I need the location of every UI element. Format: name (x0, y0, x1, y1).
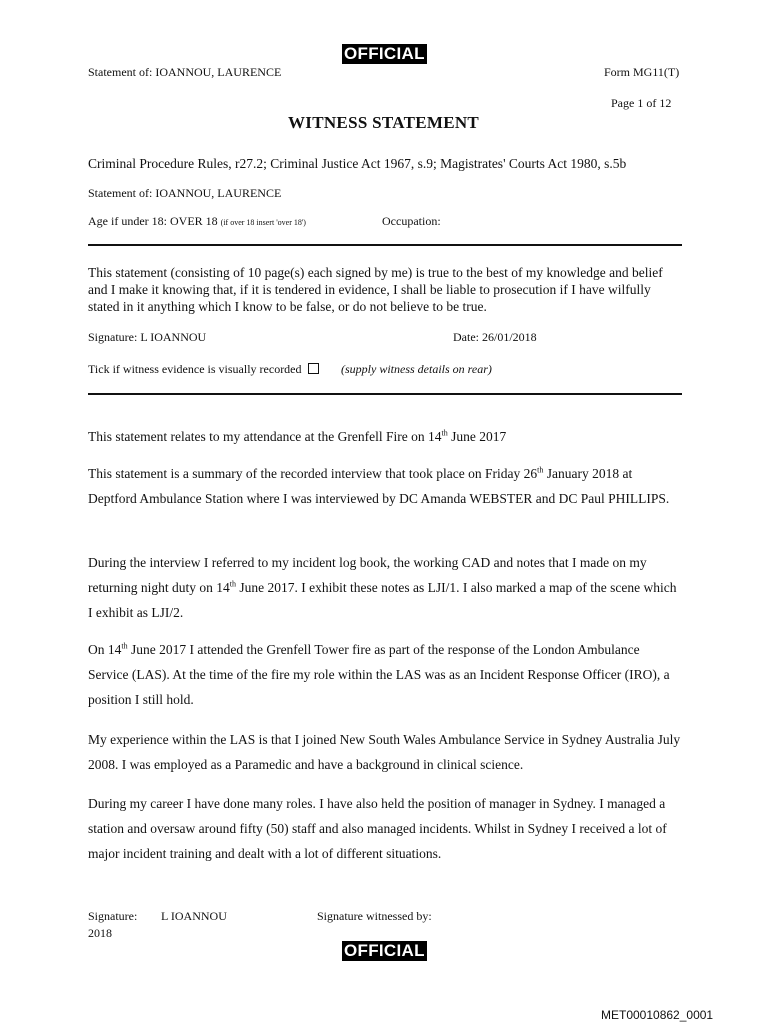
statement-of-line: Statement of: IOANNOU, LAURENCE (88, 186, 282, 200)
paragraph-3: During the interview I referred to my incident log book, the working CAD and notes that I made on my returning night duty on 14th June 2017. I exhibit these notes as LJI/1. I also marked a map of the scene which I exhibit as LJI/2. (88, 555, 677, 620)
age-hint: (if over 18 insert 'over 18') (220, 218, 306, 227)
declaration-text: This statement (consisting of 10 page(s) each signed by me) is true to the best of my knowledge and belief and I make it knowing that, if it is tendered in evidence, I shall be liable to prosecution if I have wilfully stated in it anything which I know to be false, or do not believe to be true. (88, 265, 663, 314)
footer-signature-value: L IOANNOU (161, 909, 227, 923)
document-reference: MET00010862_0001 (601, 1008, 714, 1022)
signature-label: Signature: (88, 330, 138, 344)
classification-marking-top: OFFICIAL (344, 44, 425, 63)
classification-marking-bottom: OFFICIAL (344, 941, 425, 960)
page-number: Page 1 of 12 (611, 96, 672, 110)
occupation-label: Occupation: (382, 214, 441, 228)
date-label: Date: (453, 330, 479, 344)
form-number: Form MG11(T) (604, 65, 680, 79)
divider-top (88, 244, 682, 246)
paragraph-2: This statement is a summary of the recorded interview that took place on Friday 26th January 2018 at Deptford Ambulance Station where I was interviewed by DC Amanda WEBSTER and DC Paul PHILLIPS. (88, 465, 670, 506)
age-line (88, 214, 306, 229)
paragraph-4: On 14th June 2017 I attended the Grenfell Tower fire as part of the response of the London Ambulance Service (LAS). At the time of the fire my role within the LAS was as an Incident Response Officer (IRO), a position I still hold. (88, 641, 670, 707)
visual-record-note: (supply witness details on rear) (341, 362, 492, 376)
age-value: OVER 18 (169, 214, 218, 228)
paragraph-5: My experience within the LAS is that I joined New South Wales Ambulance Service in Sydney Australia July 2008. I was employed as a Paramedic and have a background in clinical science. (88, 732, 681, 772)
date-value: 26/01/2018 (482, 330, 537, 344)
divider-bottom (88, 393, 682, 395)
occupation-field (382, 214, 441, 229)
footer-year: 2018 (88, 926, 112, 940)
date-field (453, 330, 537, 345)
footer-signature-label: Signature: (88, 909, 138, 923)
paragraph-6: During my career I have done many roles. I have also held the position of manager in Sydney. I managed a station and oversaw around fifty (50) staff and also managed incidents. Whilst in Sydney I received a lot of major incident training and dealt with a lot of different situations. (88, 796, 667, 861)
footer-witnessed-label: Signature witnessed by: (317, 909, 432, 923)
rules-line: Criminal Procedure Rules, r27.2; Criminal Justice Act 1967, s.9; Magistrates' Courts Act 1980, s.5b (88, 156, 627, 171)
signature-line (88, 330, 206, 345)
signature-value: L IOANNOU (140, 330, 207, 344)
age-label: Age if under 18: (88, 214, 167, 228)
visual-record-row (88, 362, 319, 377)
paragraph-1: This statement relates to my attendance at the Grenfell Fire on 14th June 2017 (88, 428, 507, 444)
page-title: WITNESS STATEMENT (288, 113, 480, 132)
visual-record-label: Tick if witness evidence is visually recorded (88, 362, 302, 376)
header-statement-of: Statement of: IOANNOU, LAURENCE (88, 65, 282, 79)
visual-record-checkbox[interactable] (308, 363, 319, 374)
